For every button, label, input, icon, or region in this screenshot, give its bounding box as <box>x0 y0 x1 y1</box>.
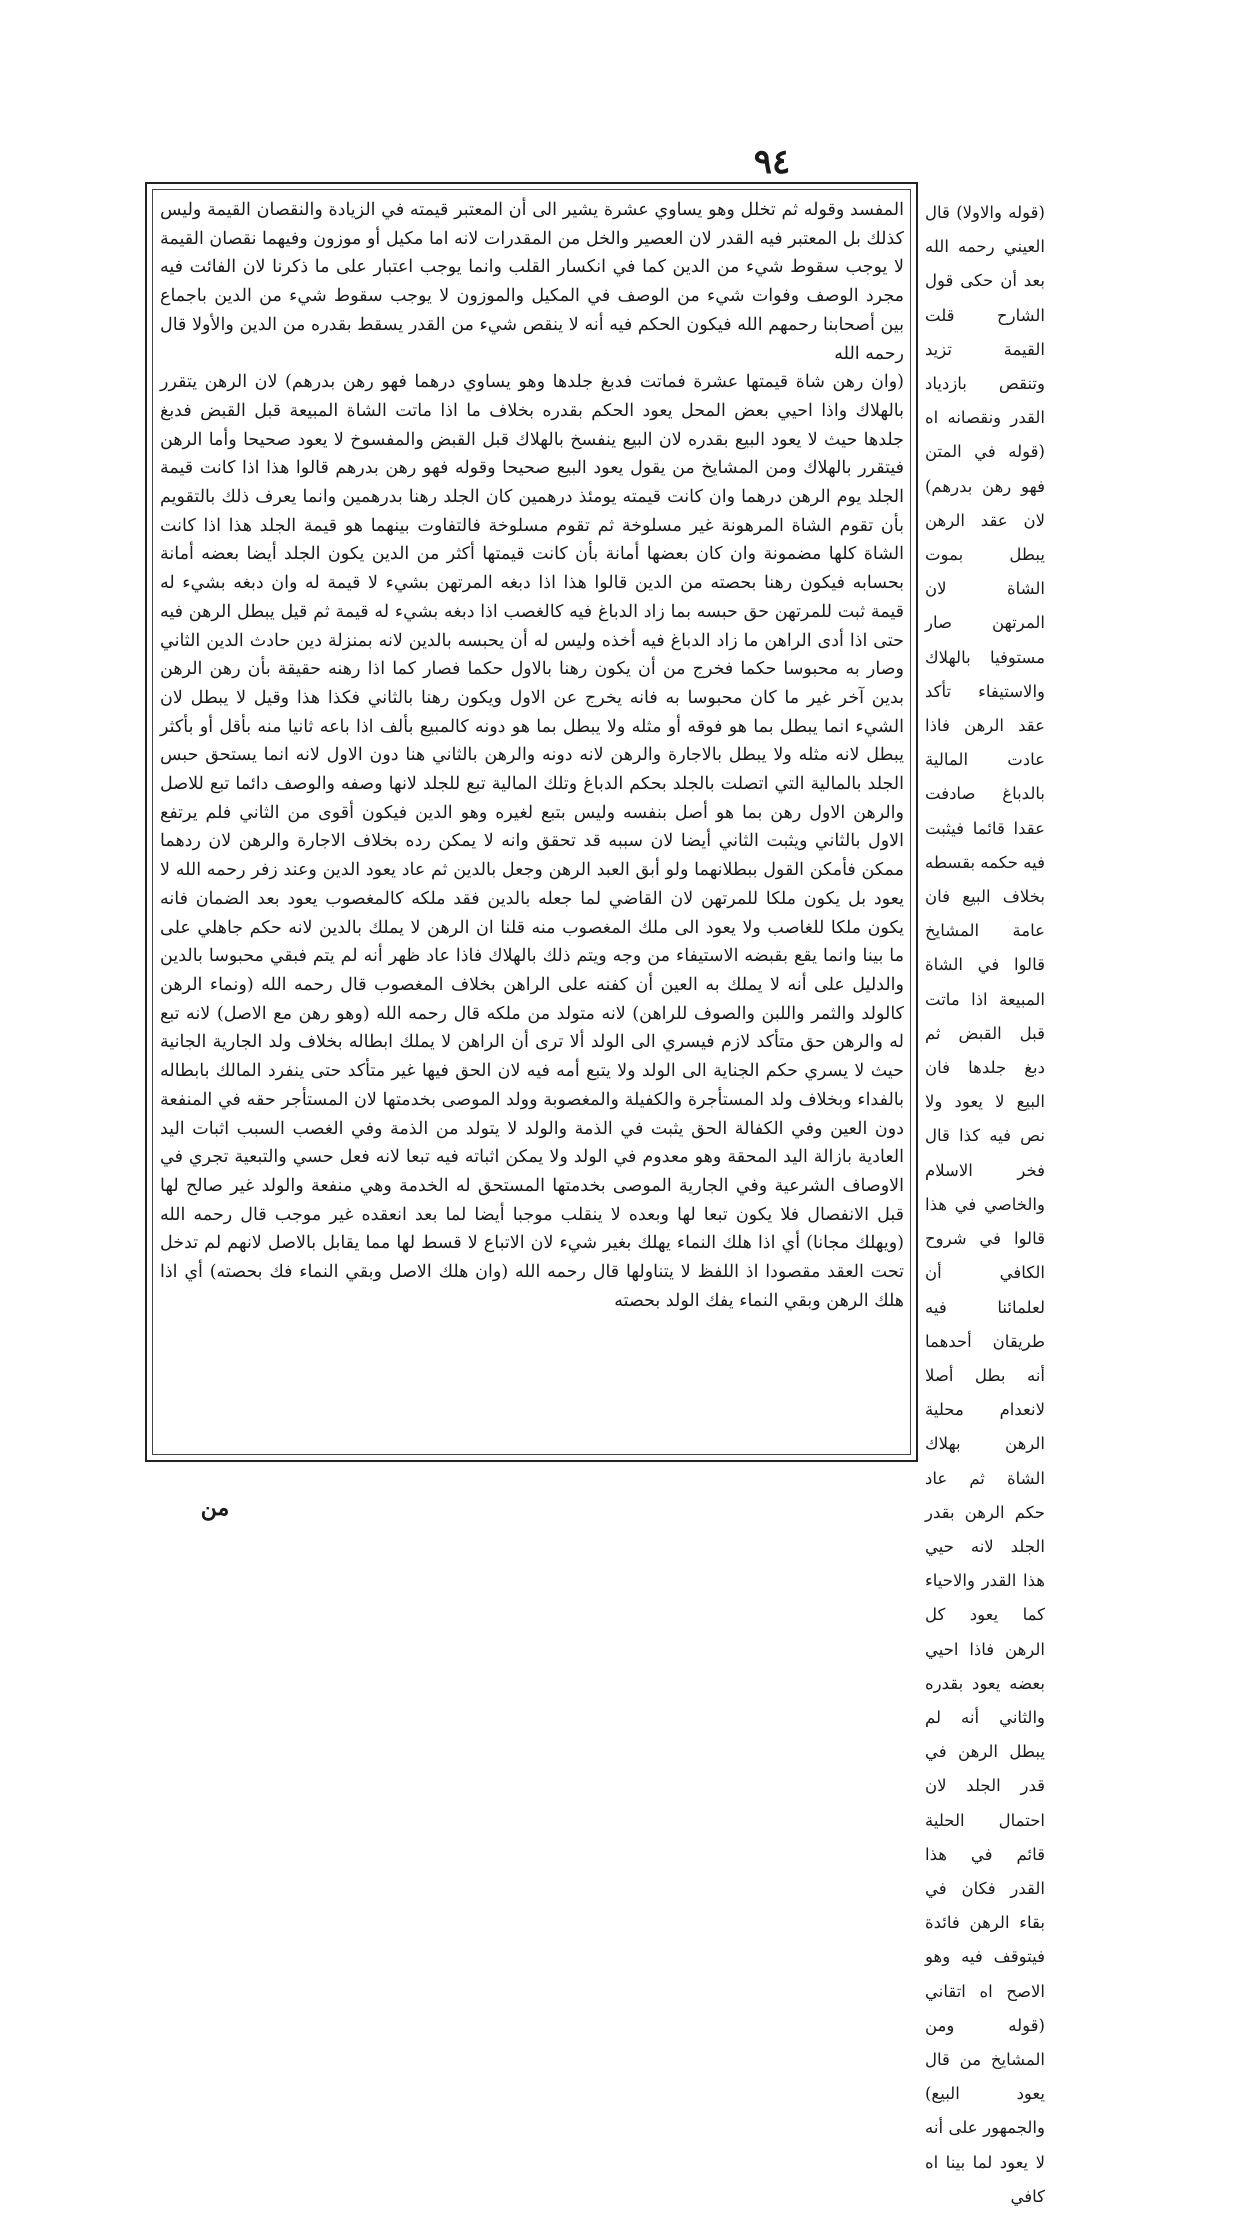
margin-commentary <box>925 196 1045 2206</box>
main-paragraph: (وان رهن شاة قيمتها عشرة فماتت فدبغ جلدها وهو يساوي درهما فهو رهن بدرهم) لان الرهن يتقرر بالهلاك واذا احيي بعض المحل يعود الحكم بقدره بخلاف ما اذا ماتت الشاة المبيعة قبل القبض فدبغ جلدها حيث لا يعود البيع بقدره لان البيع ينفسخ بالهلاك قبل القبض والمفسوخ لا يعود صحيحا وأما الرهن فيتقرر بالهلاك ومن المشايخ من يقول يعود البيع صحيحا وقوله فهو رهن بدرهم قالوا هذا اذا كانت قيمة الجلد يوم الرهن درهما وان كانت قيمته يومئذ درهمين كان الجلد رهنا بدرهمين وانما يعرف ذلك بالتقويم بأن تقوم الشاة المرهونة غير مسلوخة ثم تقوم مسلوخة فالتفاوت بينهما هو قيمة الجلد هذا اذا كانت الشاة كلها مضمونة وان كان بعضها أمانة بأن كانت قيمتها أكثر من الدين يكون الجلد أيضا بعضه أمانة بحسابه فيكون رهنا بحصته من الدين قالوا هذا اذا دبغه المرتهن بشيء لا قيمة له وان دبغه بشيء له قيمة ثبت للمرتهن حق حبسه بما زاد الدباغ فيه كالغصب اذا دبغه بشيء له قيمة ثم قيل يبطل الرهن فيه حتى اذا أدى الراهن ما زاد الدباغ فيه أخذه وليس له أن يحبسه بالدين لانه بمنزلة دين حادث الدين الثاني وصار به محبوسا حكما فخرج من أن يكون رهنا بالاول حكما فصار كما اذا رهنه حقيقة بأن رهن الرهن بدين آخر غير ما كان محبوسا به فانه يخرج عن الاول ويكون رهنا بالثاني فكذا هذا وقيل لا يبطل لان الشيء انما يبطل بما هو فوقه أو مثله ولا يبطل بما هو دونه كالمبيع بألف اذا باعه ثانيا منه بأقل أو بأكثر يبطل لانه مثله ولا يبطل بالاجارة والرهن لانه دونه والرهن بالثاني هنا دون الاول لانه انما يستحق حبس الجلد بالمالية التي اتصلت بالجلد بحكم الدباغ وتلك المالية تبع للجلد لانها وصفه والوصف دائما تبع للاصل والرهن الاول رهن بما هو أصل بنفسه وليس بتبع لغيره وهو الدين فيكون أقوى من الثاني فلم يرتفع الاول بالثاني ويثبت الثاني أيضا لان سببه قد تحقق وانه لا يمكن رده بخلاف الاجارة والرهن لان ردهما ممكن فأمكن القول ببطلانهما ولو أبق العبد الرهن وجعل بالدين ثم عاد يعود الدين وعند زفر رحمه الله لا يعود بل يكون ملكا للمرتهن لان القاضي لما جعله بالدين فقد ملكه كالمغصوب يعود بعد الضمان فانه يكون ملكا للغاصب ولا يعود الى ملك المغصوب منه قلنا ان الرهن لا يملك بالدين لانه حكم جاهلي على ما بينا وانما يقع بقبضه الاستيفاء من وجه ويتم ذلك بالهلاك فاذا عاد ظهر أنه لم يتم فبقي محبوسا بالدين والدليل على أنه لا يملك به العين أن كفنه على الراهن بخلاف المغصوب قال رحمه الله (ونماء الرهن كالولد والثمر واللبن والصوف للراهن) لانه متولد من ملكه قال رحمه الله (وهو رهن مع الاصل) لانه تبع له والرهن حق متأكد لازم فيسري الى الولد ألا ترى أن الراهن لا يملك ابطاله بخلاف ولد الجارية الجانية حيث لا يسري حكم الجناية الى الولد ولا يتبع أمه فيه لان الحق فيها غير متأكد حتى ينفرد المالك بابطاله بالفداء وبخلاف ولد المستأجرة والكفيلة والمغصوبة وولد الموصى بخدمتها لان المستأجر حقه في المنفعة دون العين وفي الكفالة الحق يثبت في الذمة والولد لا يتولد من الذمة وفي الغصب السبب اثبات اليد العادية بازالة اليد المحقة وهو معدوم في الولد ولا يمكن اثباته فيه تبعا لانه فعل حسي والتبعية تجري في الاوصاف الشرعية وفي الجارية الموصى بخدمتها المستحق له الخدمة وهي منفعة والولد غير صالح لها قبل الانفصال فلا يكون تبعا لها وبعده لا ينقلب موجبا أيضا لما بعد انعقده غير موجب قال رحمه الله (ويهلك مجانا) أي اذا هلك النماء يهلك بغير شيء لان الاتباع لا قسط لها مما يقابل بالاصل لانهم لم تدخل تحت العقد مقصودا اذ اللفظ لا يتناولها قال رحمه الله (وان هلك الاصل وبقي النماء فك بحصته) أي اذا هلك الرهن وبقي النماء يفك الولد بحصته <box>160 372 904 1311</box>
margin-paragraph: (قوله والاولا) قال العيني رحمه الله بعد أن حكى قول الشارح قلت القيمة تزيد وتنقص بازدياد القدر ونقصانه اه (قوله في المتن فهو رهن بدرهم) لان عقد الرهن يبطل بموت الشاة لان المرتهن صار مستوفيا بالهلاك والاستيفاء تأكد عقد الرهن فاذا عادت المالية بالدباغ صادفت عقدا قائما فيثبت فيه حكمه بقسطه بخلاف البيع فان عامة المشايخ قالوا في الشاة المبيعة اذا ماتت قبل القبض ثم دبغ جلدها فان البيع لا يعود ولا نص فيه كذا قال فخر الاسلام والخاصي في هذا قالوا في شروح الكافي أن لعلمائنا فيه طريقان أحدهما أنه بطل أصلا لانعدام محلية الرهن بهلاك الشاة ثم عاد حكم الرهن بقدر الجلد لانه حيي هذا القدر والاحياء كما يعود كل الرهن فاذا احيي بعضه يعود بقدره والثاني أنه لم يبطل الرهن في قدر الجلد لان احتمال الحلية قائم في هذا القدر فكان في بقاء الرهن فائدة فيتوقف فيه وهو الاصح اه اتقاني (قوله ومن المشايخ من قال يعود البيع) والجمهور على أنه لا يعود لما بينا اه كافي <box>925 203 1045 2206</box>
main-paragraph: المفسد وقوله ثم تخلل وهو يساوي عشرة يشير الى أن المعتبر قيمته في الزيادة والنقصان القيمة وليس كذلك بل المعتبر فيه القدر لان العصير والخل من المقدرات لانه اما مكيل أو موزون وفيهما نقصان القيمة لا يوجب سقوط شيء من الدين كما في انكسار القلب وانما يوجب اعتبار على ما ذكرنا لان الفائت فيه مجرد الوصف وفوات شيء من الوصف في المكيل والموزون لا يوجب سقوط شيء من الدين باجماع بين أصحابنا رحمهم الله فيكون الحكم فيه أنه لا ينقص شيء من القدر يسقط بقدره من الدين والأولا قال رحمه الله <box>160 200 904 364</box>
catchword: من <box>200 1495 230 1521</box>
main-text-block <box>160 196 904 1450</box>
page-number: ٩٤ <box>753 142 791 182</box>
